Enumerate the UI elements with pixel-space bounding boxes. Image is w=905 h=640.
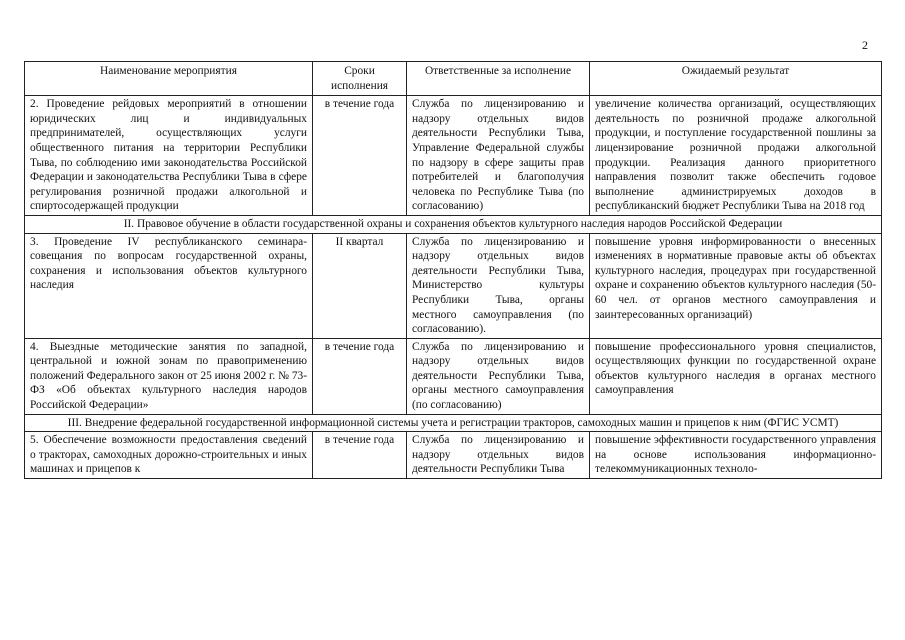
section-row (25, 414, 882, 432)
row-term: в течение года (313, 338, 407, 414)
row-name: 5. Обеспечение возможности предоставления сведений о тракторах, самоходных дорожно-строительных и иных машинах и прицепов к (25, 432, 313, 479)
row-result: повышение уровня информированности о внесенных изменениях в нормативные правовые акты об объектах культурного наследия, процедурах при государственной охране и сохранению объектов культурного наследия (50-60 чел. от органов местного самоуправления и заинтересованных организаций) (590, 233, 882, 338)
table-row (25, 96, 882, 216)
table-header-row (25, 62, 882, 96)
row-result: повышение эффективности государственного управления на основе использования информационно-телекоммуникационных техноло- (590, 432, 882, 479)
table-row (25, 338, 882, 414)
row-responsible: Служба по лицензированию и надзору отдельных видов деятельности Республики Тыва, Управление Федеральной службы по надзору в сфере защиты прав потребителей и благополучия человека по Республике Тыва (по согласованию) (407, 96, 590, 216)
row-responsible: Служба по лицензированию и надзору отдельных видов деятельности Республики Тыва, Министерство культуры Республики Тыва, органы местного самоуправления (по согласованию). (407, 233, 590, 338)
row-term: II квартал (313, 233, 407, 338)
section-row (25, 215, 882, 233)
activities-table (24, 61, 882, 479)
row-term: в течение года (313, 432, 407, 479)
table-row (25, 233, 882, 338)
header-name: Наименование мероприятия (25, 62, 313, 96)
header-responsible: Ответственные за исполнение (407, 62, 590, 96)
section-heading: II. Правовое обучение в области государственной охраны и сохранения объектов культурного наследия народов Российской Федерации (25, 215, 882, 233)
row-term: в течение года (313, 96, 407, 216)
row-result: увеличение количества организаций, осуществляющих деятельность по розничной продаже алкогольной продукции, и поступление государственной пошлины за лицензирование розничной продажи алкогольной продукции. Реализация данного приоритетного направления позволит также обеспечить годовое выполнение администрируемых доходов в республиканский бюджет Республики Тыва на 2018 год (590, 96, 882, 216)
header-result: Ожидаемый результат (590, 62, 882, 96)
row-name: 3. Проведение IV республиканского семинара-совещания по вопросам государственной охраны, сохранения и использования объектов культурного наследия (25, 233, 313, 338)
table-row (25, 432, 882, 479)
row-name: 4. Выездные методические занятия по западной, центральной и южной зонам по правоприменению положений Федерального закон от 25 июня 2002 г. № 73-ФЗ «Об объектах культурного наследия народов Российской Федерации» (25, 338, 313, 414)
row-name: 2. Проведение рейдовых мероприятий в отношении юридических лиц и индивидуальных предпринимателей, осуществляющих услуги общественного питания на территории Республики Тыва, по соблюдению ими законодательства Российской Федерации и законодательства Республики Тыва в сфере регулирования розничной продажи алкогольной и спиртосодержащей продукции (25, 96, 313, 216)
section-heading: III. Внедрение федеральной государственной информационной системы учета и регистрации тракторов, самоходных машин и прицепов к ним (ФГИС УСМТ) (25, 414, 882, 432)
row-result: повышение профессионального уровня специалистов, осуществляющих функции по государственной охране объектов культурного наследия в органах местного самоуправления (590, 338, 882, 414)
page-number: 2 (862, 38, 868, 52)
row-responsible: Служба по лицензированию и надзору отдельных видов деятельности Республики Тыва, органы местного самоуправления (по согласованию) (407, 338, 590, 414)
header-term: Сроки исполнения (313, 62, 407, 96)
row-responsible: Служба по лицензированию и надзору отдельных видов деятельности Республики Тыва (407, 432, 590, 479)
